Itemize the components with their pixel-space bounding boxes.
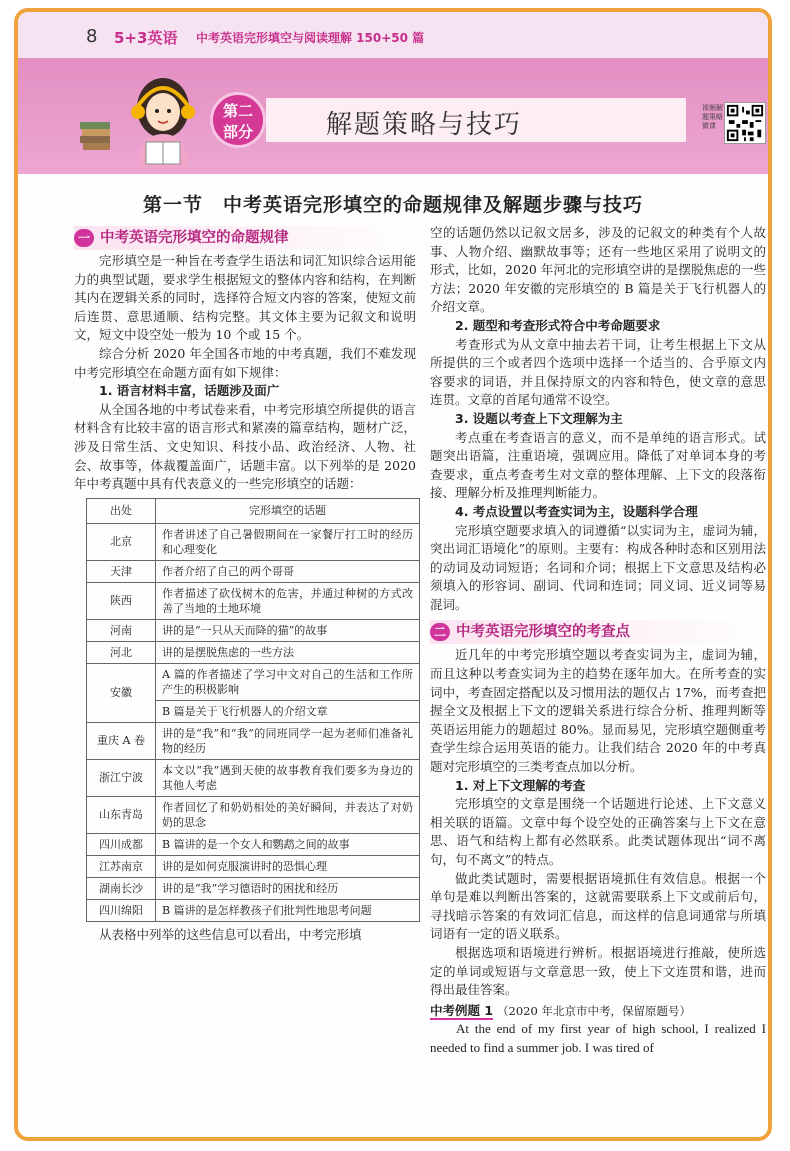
table-header-topic: 完形填空的话题 — [156, 498, 420, 523]
table-cell-topic: 作者回忆了和奶奶相处的美好瞬间，并表达了对奶奶的思念 — [156, 796, 420, 833]
table-cell-topic: 讲的是如何克服演讲时的恐惧心理 — [156, 855, 420, 877]
table-cell-city: 四川绵阳 — [87, 899, 156, 921]
part-badge-line2: 部分 — [222, 123, 253, 141]
table-cell-city: 陕西 — [87, 582, 156, 619]
table-cell-city: 北京 — [87, 523, 156, 560]
running-header — [18, 12, 768, 58]
section1-paragraph-1: 完形填空是一种旨在考查学生语法和词汇知识综合运用能力的典型试题，要求学生根据短文的整体内容和结构，在判断其内在逻辑关系的同时，选择符合短文内容的答案，使短文前后连贯、意思通顺、结构完整。其文体主要为记叙文和说明文，短文中设空处一般为 10 个或 15 个。 — [74, 253, 416, 343]
rule3-title: 3. 设题以考查上下文理解为主 — [455, 410, 623, 426]
table-cell-city: 湖南长沙 — [87, 877, 156, 899]
example-label: 中考例题 1 — [430, 1002, 494, 1018]
table-cell-topic: 讲的是“我”学习德语时的困扰和经历 — [156, 877, 420, 899]
example-header — [430, 1002, 766, 1021]
table-row — [87, 796, 420, 833]
qr-label: 视频解题策略微课 — [702, 104, 723, 130]
table-row — [87, 523, 420, 560]
rule2-text: 考查形式为从文章中抽去若干词，让考生根据上下文从所提供的三个或者四个选项中选择一个适当的、合乎原文内容要求的词语，并且保持原文的内容和特色，使文章的意思连贯。文章的首尾句通常不设空。 — [430, 336, 766, 408]
table-cell-topic: B 篇是关于飞行机器人的介绍文章 — [156, 700, 420, 722]
table-cell-city: 江苏南京 — [87, 855, 156, 877]
point1-paragraph-3: 根据选项和语境进行辨析。根据语境进行推敲，使所选定的单词或短语与文章意思一致，使上下文连贯和谐，进而得出最佳答案。 — [430, 944, 766, 998]
part-badge — [210, 92, 266, 148]
rule1-text: 从全国各地的中考试卷来看，中考完形填空所提供的语言材料含有比较丰富的语言形式和紧凑的篇章结构，题材广泛，涉及日常生活、文史知识、科技小品、政治经济、人物、社会、故事等，体裁覆盖面广，话题丰富。以下列举的是 2020 年中考真题中具有代表意义的一些完形填空的话题： — [74, 401, 416, 492]
rule4-title: 4. 考点设置以考查实词为主，设题科学合理 — [455, 503, 698, 519]
table-row — [87, 560, 420, 582]
rule1-title: 1. 语言材料丰富，话题涉及面广 — [99, 383, 280, 399]
table-cell-topic: 讲的是“一只从天而降的猫”的故事 — [156, 619, 420, 641]
section1-heading — [74, 226, 416, 250]
section2-paragraph-1: 近几年的中考完形填空题以考查实词为主，虚词为辅，而且这种以考查实词为主的趋势在逐年加大。在所考查的实词中，考查固定搭配以及习惯用法的题仅占 17%，而考查把握全文及根据上下文的逻辑关系进行综合分析、推理判断等英语运用能力的题超过 80%。显而易见，完形填空题侧重考查学生综合运用英语的能力。让我们结合 2020 年的中考真题对完形填空的三类考查点加以分析。 — [430, 647, 766, 775]
table-row — [87, 619, 420, 641]
right-column — [430, 224, 766, 1058]
page-frame — [14, 8, 772, 1141]
section1-paragraph-2: 综合分析 2020 年全国各市地的中考真题，我们不难发现中考完形填空在命题方面有如下规律： — [74, 345, 416, 380]
rule4-text: 完形填空题要求填入的词遵循“以实词为主，虚词为辅，突出词汇语境化”的原则。主要有：构成各种时态和区别用法的动词及动词短语；名词和介词；根据上下文意思及结构必须填入的形容词、副词、代词和连词；同义词、近义词等易混词。 — [430, 522, 766, 612]
section2-heading — [430, 620, 766, 644]
table-cell-topic: A 篇的作者描述了学习中文对自己的生活和工作所产生的积极影响 — [156, 663, 420, 700]
section2-number: 二 — [430, 623, 450, 641]
section1-heading-text: 中考英语完形填空的命题规律 — [100, 230, 289, 246]
brand-logo: 5+3英语 — [114, 29, 178, 47]
left-column — [74, 224, 416, 944]
table-row — [87, 877, 420, 899]
table-header-row — [87, 498, 420, 523]
chapter-title: 第一节 中考英语完形填空的命题规律及解题步骤与技巧 — [142, 194, 643, 216]
table-row — [87, 899, 420, 921]
table-row — [87, 833, 420, 855]
table-cell-topic: B 篇讲的是怎样教孩子们批判性地思考问题 — [156, 899, 420, 921]
table-cell-topic: 讲的是“我”和“我”的同班同学一起为老师们准备礼物的经历 — [156, 722, 420, 759]
rule3-text: 考点重在考查语言的意义，而不是单纯的语言形式。试题突出语篇，注重语境，强调应用。降低了对单词本身的考查要求，重点考查考生对文章的整体理解、上下文的段落衔接、理解分析及推理判断能力。 — [430, 429, 766, 501]
table-cell-topic: 作者介绍了自己的两个哥哥 — [156, 560, 420, 582]
book-page — [18, 12, 768, 1137]
table-cell-topic: 本文以“我”遇到天使的故事教育我们要多为身边的其他人考虑 — [156, 759, 420, 796]
table-row — [87, 663, 420, 700]
table-cell-city: 安徽 — [87, 663, 156, 722]
qr-code-icon[interactable] — [724, 102, 766, 144]
example-source: （2020 年北京市中考，保留原题号） — [497, 1003, 691, 1018]
table-row — [87, 722, 420, 759]
point1-title: 1. 对上下文理解的考查 — [455, 777, 586, 793]
table-cell-city: 浙江宁波 — [87, 759, 156, 796]
section2-heading-text: 中考英语完形填空的考查点 — [456, 624, 630, 641]
continued-paragraph: 空的话题仍然以记叙文居多，涉及的记叙文的种类有个人故事、人物介绍、幽默故事等；还有一些地区采用了说明文的形式，比如，2020 年河北的完形填空讲的是摆脱焦虑的一些方法；2020 年安徽的完形填空的 B 篇是关于飞行机器人的介绍文章。 — [430, 225, 766, 315]
part-badge-line1: 第二 — [222, 102, 253, 120]
student-illustration — [78, 68, 208, 168]
table-cell-topic: B 篇讲的是一个女人和鹦鹉之间的故事 — [156, 833, 420, 855]
table-row — [87, 641, 420, 663]
table-cell-topic: 作者描述了砍伐树木的危害，并通过种树的方式改善了当地的土地环境 — [156, 582, 420, 619]
after-table-text: 从表格中列举的这些信息可以看出，中考完形填 — [99, 926, 362, 942]
point1-paragraph-2: 做此类试题时，需要根据语境抓住有效信息。根据一个单句是难以判断出答案的，这就需要联系上下文或前后句，寻找暗示答案的有效词汇信息，而这样的信息词通常与所填词语有一定的语义联系。 — [430, 870, 766, 942]
table-cell-city: 山东青岛 — [87, 796, 156, 833]
table-cell-topic: 作者讲述了自己暑假期间在一家餐厅打工时的经历和心理变化 — [156, 523, 420, 560]
topics-table — [86, 498, 420, 922]
table-row — [87, 855, 420, 877]
table-cell-city: 天津 — [87, 560, 156, 582]
rule2-title: 2. 题型和考查形式符合中考命题要求 — [455, 317, 661, 333]
part-title: 解题策略与技巧 — [326, 110, 523, 140]
book-title: 中考英语完形填空与阅读理解 150+50 篇 — [196, 31, 425, 45]
table-row — [87, 582, 420, 619]
table-cell-city: 四川成都 — [87, 833, 156, 855]
table-header-source: 出处 — [87, 498, 156, 523]
table-cell-topic: 讲的是摆脱焦虑的一些方法 — [156, 641, 420, 663]
section1-number: 一 — [74, 229, 94, 247]
table-cell-city: 重庆 A 卷 — [87, 722, 156, 759]
table-cell-city: 河南 — [87, 619, 156, 641]
example-text: At the end of my first year of high school, I realized I needed to find a summer job. I was tired of — [430, 1021, 766, 1055]
table-cell-city: 河北 — [87, 641, 156, 663]
point1-text: 完形填空的文章是围绕一个话题进行论述、上下文意义相关联的语篇。文章中每个设空处的正确答案与上下文在意思、语气和结构上都有必然联系。此类试题体现出“词不离句，句不离文”的特点。 — [430, 796, 766, 867]
page-number: 8 — [86, 26, 98, 47]
table-row — [87, 759, 420, 796]
